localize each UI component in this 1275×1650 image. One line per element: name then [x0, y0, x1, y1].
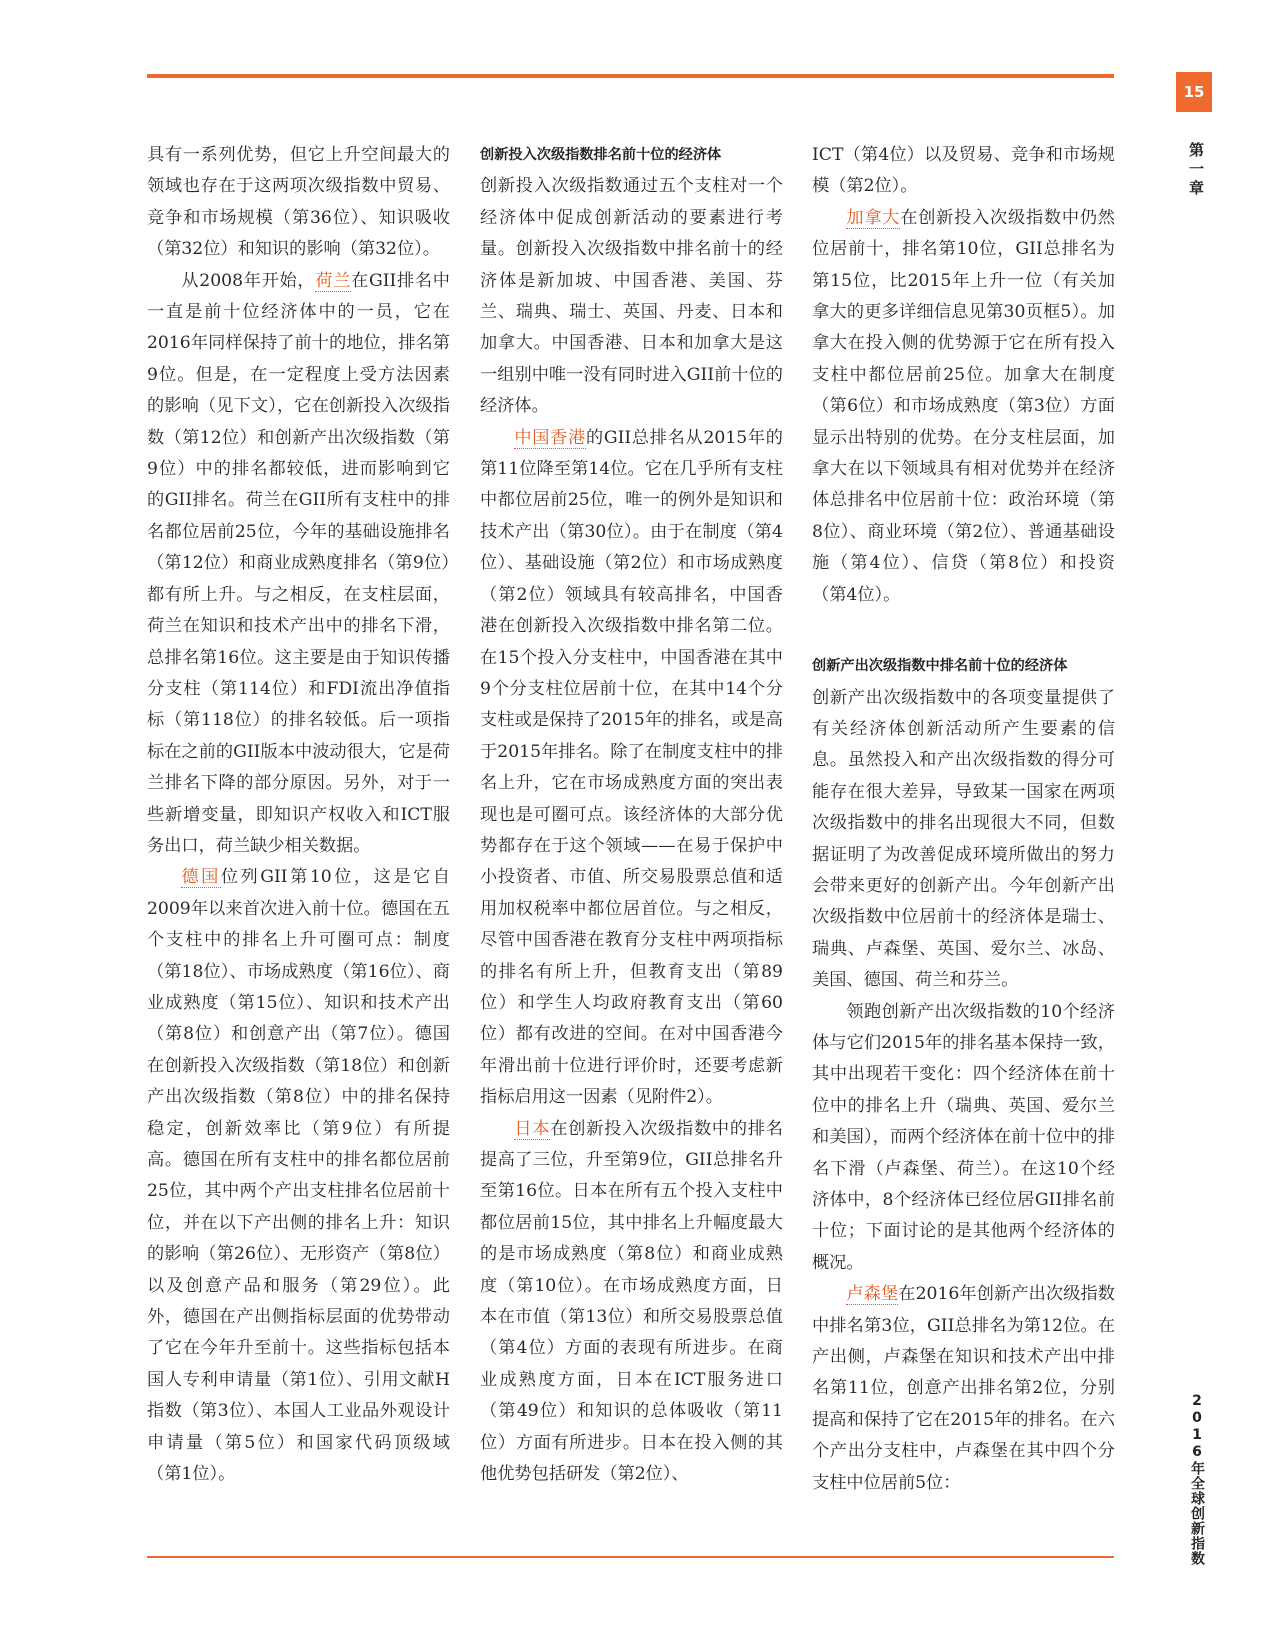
paragraph-text: 在GII排名中一直是前十位经济体中的一员，它在2016年同样保持了前十的地位，排名第9位。但是，在一定程度上受方法因素的影响（见下文），它在创新投入次级指数（第12位）和创新产出次级指数（第9位）中的排名都较低，进而影响到它的GII排名。荷兰在GII所有支柱中的排名都位居前25位，今年的基础设施排名（第12位）和商业成熟度排名（第9位）都有所上升。与之相反，在支柱层面，荷兰在知识和技术产出中的排名下滑，总排名第16位。这主要是由于知识传播分支柱（第114位）和FDI流出净值指标（第118位）的排名较低。后一项指标在之前的GII版本中波动很大，它是荷兰排名下降的部分原因。另外，对于一些新增变量，即知识产权收入和ICT服务出口，荷兰缺少相关数据。	[147, 270, 450, 856]
paragraph: ICT（第4位）以及贸易、竞争和市场规模（第2位）。	[812, 145, 1115, 197]
section-heading-input-top10: 创新投入次级指数排名前十位的经济体	[480, 147, 722, 163]
column-left	[147, 140, 450, 1490]
page-number-badge: 15	[1176, 72, 1212, 112]
paragraph-netherlands	[147, 266, 450, 863]
bottom-rule	[147, 1556, 1114, 1558]
paragraph-germany	[147, 862, 450, 1490]
top-rule	[147, 74, 1114, 78]
paragraph-text: 在2016年创新产出次级指数中排名第3位，GII总排名为第12位。在产出侧，卢森堡在知识和技术产出中排名第11位，创意产出排名第2位，分别提高和保持了它在2015年的排名。在六个产出分支柱中，卢森堡在其中四个分支柱中位居前5位：	[812, 1284, 1115, 1493]
book-title: 2016年全球创新指数	[1189, 1393, 1205, 1566]
economy-germany: 德国	[181, 867, 221, 888]
column-right	[812, 140, 1115, 1499]
paragraph-lead: 从2008年开始，	[181, 270, 316, 291]
paragraph-text: 在创新投入次级指数中仍然位居前十，排名第10位，GII总排名为第15位，比2015年上升一位（有关加拿大的更多详细信息见第30页框5）。加拿大在投入侧的优势源于它在所有投入支柱中都位居前25位。加拿大在制度（第6位）和市场成熟度（第3位）方面显示出特别的优势。在分支柱层面，加拿大在以下领域具有相对优势并在经济体总排名中位居前十位：政治环境（第8位）、商业环境（第2位）、普通基础设施（第4位）、信贷（第8位）和投资（第4位）。	[812, 207, 1115, 605]
economy-netherlands: 荷兰	[315, 270, 352, 291]
chapter-label: 第一章	[1187, 142, 1205, 199]
economy-luxembourg: 卢森堡	[846, 1284, 899, 1305]
paragraph-luxembourg	[812, 1279, 1115, 1499]
paragraph: 具有一系列优势，但它上升空间最大的领域也存在于这两项次级指数中贸易、竞争和市场规模（第36位）、知识吸收（第32位）和知识的影响（第32位）。	[147, 145, 450, 260]
paragraph: 创新产出次级指数中的各项变量提供了有关经济体创新活动所产生要素的信息。虽然投入和产出次级指数的得分可能存在很大差异，导致某一国家在两项次级指数中的排名出现很大不同，但数据证明了为改善促成环境所做出的努力会带来更好的创新产出。今年创新产出次级指数中位居前十的经济体是瑞士、瑞典、卢森堡、英国、爱尔兰、冰岛、美国、德国、荷兰和芬兰。	[812, 687, 1115, 991]
column-middle	[480, 140, 783, 1490]
section-heading-output-top10: 创新产出次级指数中排名前十位的经济体	[812, 658, 1068, 675]
paragraph-text: 的GII总排名从2015年的第11位降至第14位。它在几乎所有支柱中都位居前25位，唯一的例外是知识和技术产出（第30位）。由于在制度（第4位）、基础设施（第2位）和市场成熟度（第2位）领域具有较高排名，中国香港在创新投入次级指数中排名第二位。在15个投入分支柱中，中国香港在其中9个分支柱位居前十位，在其中14个分支柱或是保持了2015年的排名，或是高于2015年排名。除了在制度支柱中的排名上升，它在市场成熟度方面的突出表现也是可圈可点。该经济体的大部分优势都存在于这个领域——在易于保护中小投资者、市值、所交易股票总值和适用加权税率中都位居首位。与之相反，尽管中国香港在教育分支柱中两项指标的排名有所上升，但教育支出（第89位）和学生人均政府教育支出（第60位）都有改进的空间。在对中国香港今年滑出前十位进行评价时，还要考虑新指标启用这一因素（见附件2）。	[480, 427, 783, 1108]
economy-hong-kong: 中国香港	[514, 427, 586, 448]
economy-canada: 加拿大	[846, 207, 901, 228]
economy-japan: 日本	[514, 1118, 551, 1139]
paragraph-japan	[480, 1114, 783, 1491]
paragraph: 领跑创新产出次级指数的10个经济体与它们2015年的排名基本保持一致，其中出现若干变化：四个经济体在前十位中的排名上升（瑞典、英国、爱尔兰和美国），而两个经济体在前十位中的排名下滑（卢森堡、荷兰）。在这10个经济体中，8个经济体已经位居GII排名前十位；下面讨论的是其他两个经济体的概况。	[812, 1001, 1115, 1273]
paragraph-hong-kong	[480, 423, 783, 1114]
paragraph: 创新投入次级指数通过五个支柱对一个经济体中促成创新活动的要素进行考量。创新投入次级指数中排名前十的经济体是新加坡、中国香港、美国、芬兰、瑞典、瑞士、英国、丹麦、日本和加拿大。中国香港、日本和加拿大是这一组别中唯一没有同时进入GII前十位的经济体。	[480, 176, 783, 417]
paragraph-canada	[812, 203, 1115, 611]
paragraph-text: 在创新投入次级指数中的排名提高了三位，升至第9位，GII总排名升至第16位。日本在所有五个投入支柱中都位居前15位，其中排名上升幅度最大的是市场成熟度（第8位）和商业成熟度（第10位）。在市场成熟度方面，日本在市值（第13位）和所交易股票总值（第4位）方面的表现有所进步。在商业成熟度方面，日本在ICT服务进口（第49位）和知识的总体吸收（第11位）方面有所进步。日本在投入侧的其他优势包括研发（第2位）、	[480, 1118, 783, 1485]
paragraph-text: 位列GII第10位，这是它自2009年以来首次进入前十位。德国在五个支柱中的排名上升可圈可点：制度（第18位）、市场成熟度（第16位）、商业成熟度（第15位）、知识和技术产出（第8位）和创意产出（第7位）。德国在创新投入次级指数（第18位）和创新产出次级指数（第8位）中的排名保持稳定，创新效率比（第9位）有所提高。德国在所有支柱中的排名都位居前25位，其中两个产出支柱排名位居前十位，并在以下产出侧的排名上升：知识的影响（第26位）、无形资产（第8位）以及创意产品和服务（第29位）。此外，德国在产出侧指标层面的优势带动了它在今年升至前十。这些指标包括本国人专利申请量（第1位）、引用文献H指数（第3位）、本国人工业品外观设计申请量（第5位）和国家代码顶级域（第1位）。	[147, 867, 450, 1485]
